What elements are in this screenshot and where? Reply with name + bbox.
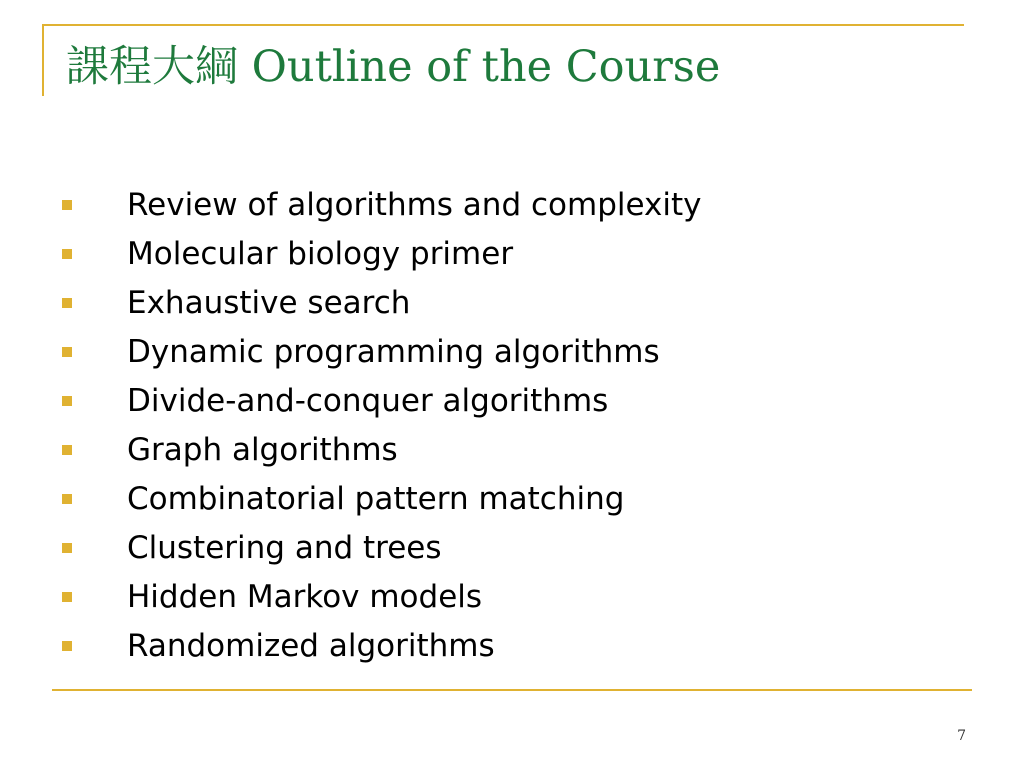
bullet-text: Molecular biology primer (127, 235, 514, 272)
bullet-text: Hidden Markov models (127, 578, 483, 615)
bullet-text: Exhaustive search (127, 284, 411, 321)
square-bullet-icon (62, 298, 72, 308)
list-item (62, 572, 701, 621)
list-item (62, 278, 701, 327)
bullet-text: Divide-and-conquer algorithms (127, 382, 609, 419)
square-bullet-icon (62, 445, 72, 455)
list-item (62, 229, 701, 278)
list-item (62, 425, 701, 474)
square-bullet-icon (62, 249, 72, 259)
slide-title: 課程大綱 Outline of the Course (66, 42, 721, 92)
page-number: 7 (957, 728, 966, 744)
bullet-text: Combinatorial pattern matching (127, 480, 625, 517)
left-border-line (42, 24, 44, 96)
square-bullet-icon (62, 592, 72, 602)
square-bullet-icon (62, 543, 72, 553)
bottom-divider-line (52, 689, 972, 691)
bullet-text: Graph algorithms (127, 431, 398, 468)
bullet-text: Clustering and trees (127, 529, 442, 566)
list-item (62, 376, 701, 425)
list-item (62, 180, 701, 229)
list-item (62, 327, 701, 376)
top-border-line (42, 24, 964, 26)
list-item (62, 621, 701, 670)
bullet-text: Dynamic programming algorithms (127, 333, 660, 370)
square-bullet-icon (62, 396, 72, 406)
bullet-text: Randomized algorithms (127, 627, 495, 664)
square-bullet-icon (62, 641, 72, 651)
bullet-list (62, 180, 701, 670)
list-item (62, 523, 701, 572)
bullet-text: Review of algorithms and complexity (127, 186, 702, 223)
square-bullet-icon (62, 347, 72, 357)
square-bullet-icon (62, 200, 72, 210)
square-bullet-icon (62, 494, 72, 504)
list-item (62, 474, 701, 523)
